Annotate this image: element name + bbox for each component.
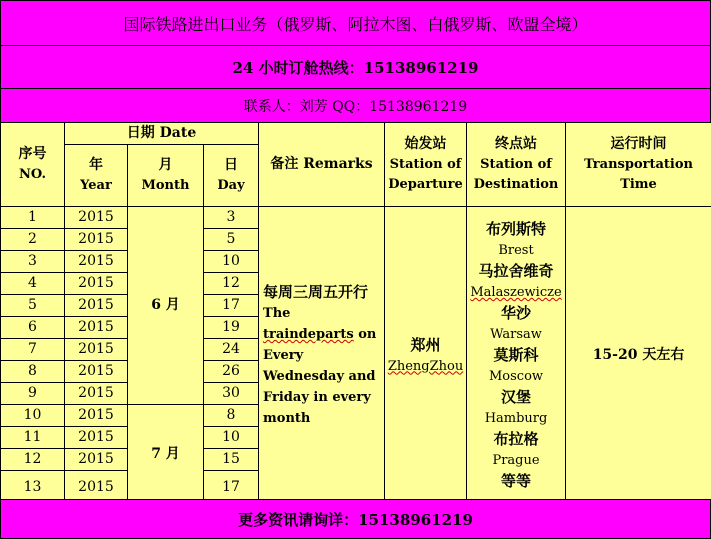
cell-year: 2015 — [65, 229, 128, 251]
cell-day: 17 — [204, 471, 259, 505]
cell-year: 2015 — [65, 339, 128, 361]
destination-cell: 布列斯特 Brest 马拉舍维奇 Malaszewicze 华沙 Warsaw 莫斯科 Moscow 汉堡 Hamburg 布拉格 Prague 等等 — [467, 207, 566, 505]
cell-year: 2015 — [65, 427, 128, 449]
cell-year: 2015 — [65, 361, 128, 383]
header-no: 序号 NO. — [1, 123, 65, 207]
cell-day: 12 — [204, 273, 259, 295]
cell-no: 11 — [1, 427, 65, 449]
cell-no: 5 — [1, 295, 65, 317]
cell-no: 3 — [1, 251, 65, 273]
schedule-table — [0, 122, 711, 505]
banner-footer: 更多资讯请询详：15138961219 — [0, 499, 711, 539]
header-date: 日期 Date — [65, 123, 259, 145]
cell-no: 9 — [1, 383, 65, 405]
cell-no: 10 — [1, 405, 65, 427]
cell-day: 15 — [204, 449, 259, 471]
cell-day: 10 — [204, 251, 259, 273]
cell-year: 2015 — [65, 471, 128, 505]
cell-no: 7 — [1, 339, 65, 361]
cell-day: 10 — [204, 427, 259, 449]
header-departure: 始发站 Station of Departure — [385, 123, 467, 207]
header-transport: 运行时间 Transportation Time — [566, 123, 711, 207]
cell-no: 12 — [1, 449, 65, 471]
banner-hotline: 24 小时订舱热线：15138961219 — [0, 45, 711, 89]
cell-day: 19 — [204, 317, 259, 339]
departure-cell: 郑州 ZhengZhou — [385, 207, 467, 505]
cell-year: 2015 — [65, 405, 128, 427]
cell-day: 30 — [204, 383, 259, 405]
cell-year: 2015 — [65, 295, 128, 317]
cell-day: 8 — [204, 405, 259, 427]
cell-month-july: 7 月 — [128, 405, 204, 505]
cell-year: 2015 — [65, 273, 128, 295]
cell-no: 8 — [1, 361, 65, 383]
cell-year: 2015 — [65, 383, 128, 405]
remarks-cell: 每周三周五开行 The traindeparts on Every Wednesday and Friday in every month — [259, 207, 385, 505]
cell-year: 2015 — [65, 449, 128, 471]
cell-year: 2015 — [65, 317, 128, 339]
banner-title: 国际铁路进出口业务（俄罗斯、阿拉木图、白俄罗斯、欧盟全境） — [0, 0, 711, 46]
header-remarks: 备注 Remarks — [259, 123, 385, 207]
header-month: 月 Month — [128, 145, 204, 207]
cell-year: 2015 — [65, 251, 128, 273]
table-row — [1, 207, 711, 229]
cell-no: 2 — [1, 229, 65, 251]
cell-day: 3 — [204, 207, 259, 229]
header-day: 日 Day — [204, 145, 259, 207]
cell-no: 6 — [1, 317, 65, 339]
transport-time-cell: 15-20 天左右 — [566, 207, 711, 505]
cell-month-june: 6 月 — [128, 207, 204, 405]
banner-contact: 联系人：刘芳 QQ：15138961219 — [0, 88, 711, 123]
cell-day: 5 — [204, 229, 259, 251]
cell-day: 24 — [204, 339, 259, 361]
header-year: 年 Year — [65, 145, 128, 207]
cell-no: 4 — [1, 273, 65, 295]
cell-year: 2015 — [65, 207, 128, 229]
cell-no: 13 — [1, 471, 65, 505]
cell-no: 1 — [1, 207, 65, 229]
cell-day: 26 — [204, 361, 259, 383]
header-destination: 终点站 Station of Destination — [467, 123, 566, 207]
cell-day: 17 — [204, 295, 259, 317]
